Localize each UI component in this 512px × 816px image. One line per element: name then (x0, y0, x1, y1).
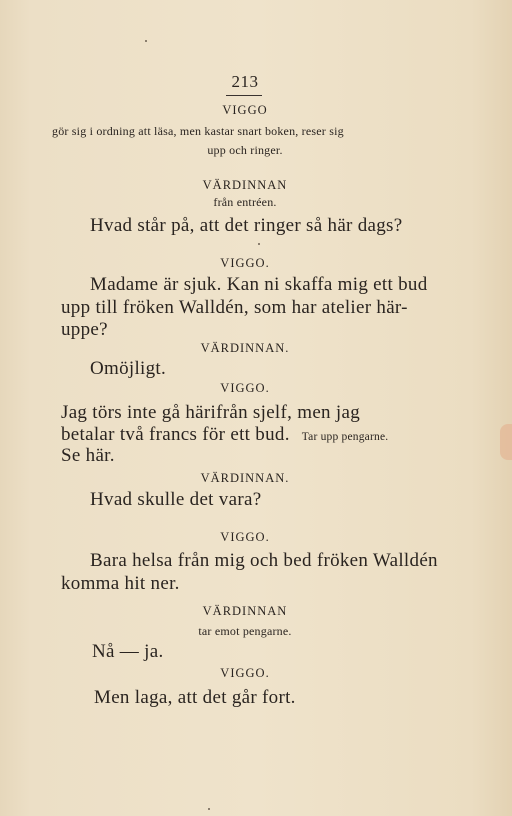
speaker-viggo: VIGGO. (220, 666, 270, 680)
inline-stage-direction: Tar upp pengarne. (301, 431, 389, 443)
dialogue-line: Madame är sjuk. Kan ni skaffa mig ett bud (90, 274, 428, 295)
speaker-viggo: VIGGO. (220, 530, 270, 544)
dialogue-line: Omöjligt. (90, 358, 167, 379)
page-number: 213 (231, 72, 259, 91)
speaker-viggo: VIGGO. (220, 256, 270, 270)
page-number-rule (226, 95, 262, 96)
dialogue-text: betalar två francs för ett bud. (61, 424, 290, 445)
dialogue-line: Nå — ja. (92, 641, 164, 662)
speaker-vardinnan: VÄRDINNAN. (200, 341, 290, 355)
dialogue-line: Hvad skulle det vara? (90, 489, 262, 510)
stage-direction: gör sig i ordning att läsa, men kastar snart boken, reser sig (52, 124, 344, 138)
stage-direction: från entréen. (213, 195, 277, 209)
speaker-vardinnan: VÄRDINNAN (202, 178, 288, 192)
speaker-viggo: VIGGO (222, 103, 268, 117)
dialogue-line: Bara helsa från mig och bed fröken Walldén (90, 550, 438, 571)
paper-speck (208, 808, 210, 810)
dialogue-line: uppe? (61, 319, 108, 340)
speaker-vardinnan: VÄRDINNAN. (200, 471, 290, 485)
dialogue-line: upp till fröken Walldén, som har atelier här- (61, 297, 408, 318)
speaker-viggo: VIGGO. (220, 381, 270, 395)
paper-speck (145, 40, 147, 42)
dialogue-line: Hvad står på, att det ringer så här dags? (90, 215, 403, 236)
speaker-vardinnan: VÄRDINNAN (202, 604, 288, 618)
page-edge-mark (500, 424, 512, 460)
stage-direction: upp och ringer. (207, 143, 283, 157)
paper-speck (258, 243, 260, 245)
dialogue-line: Jag törs inte gå härifrån sjelf, men jag (61, 402, 361, 423)
dialogue-line (61, 424, 388, 446)
dialogue-line: Men laga, att det går fort. (94, 687, 296, 708)
dialogue-line: Se här. (61, 445, 115, 466)
dialogue-line: komma hit ner. (61, 573, 180, 594)
stage-direction: tar emot pengarne. (198, 624, 292, 638)
